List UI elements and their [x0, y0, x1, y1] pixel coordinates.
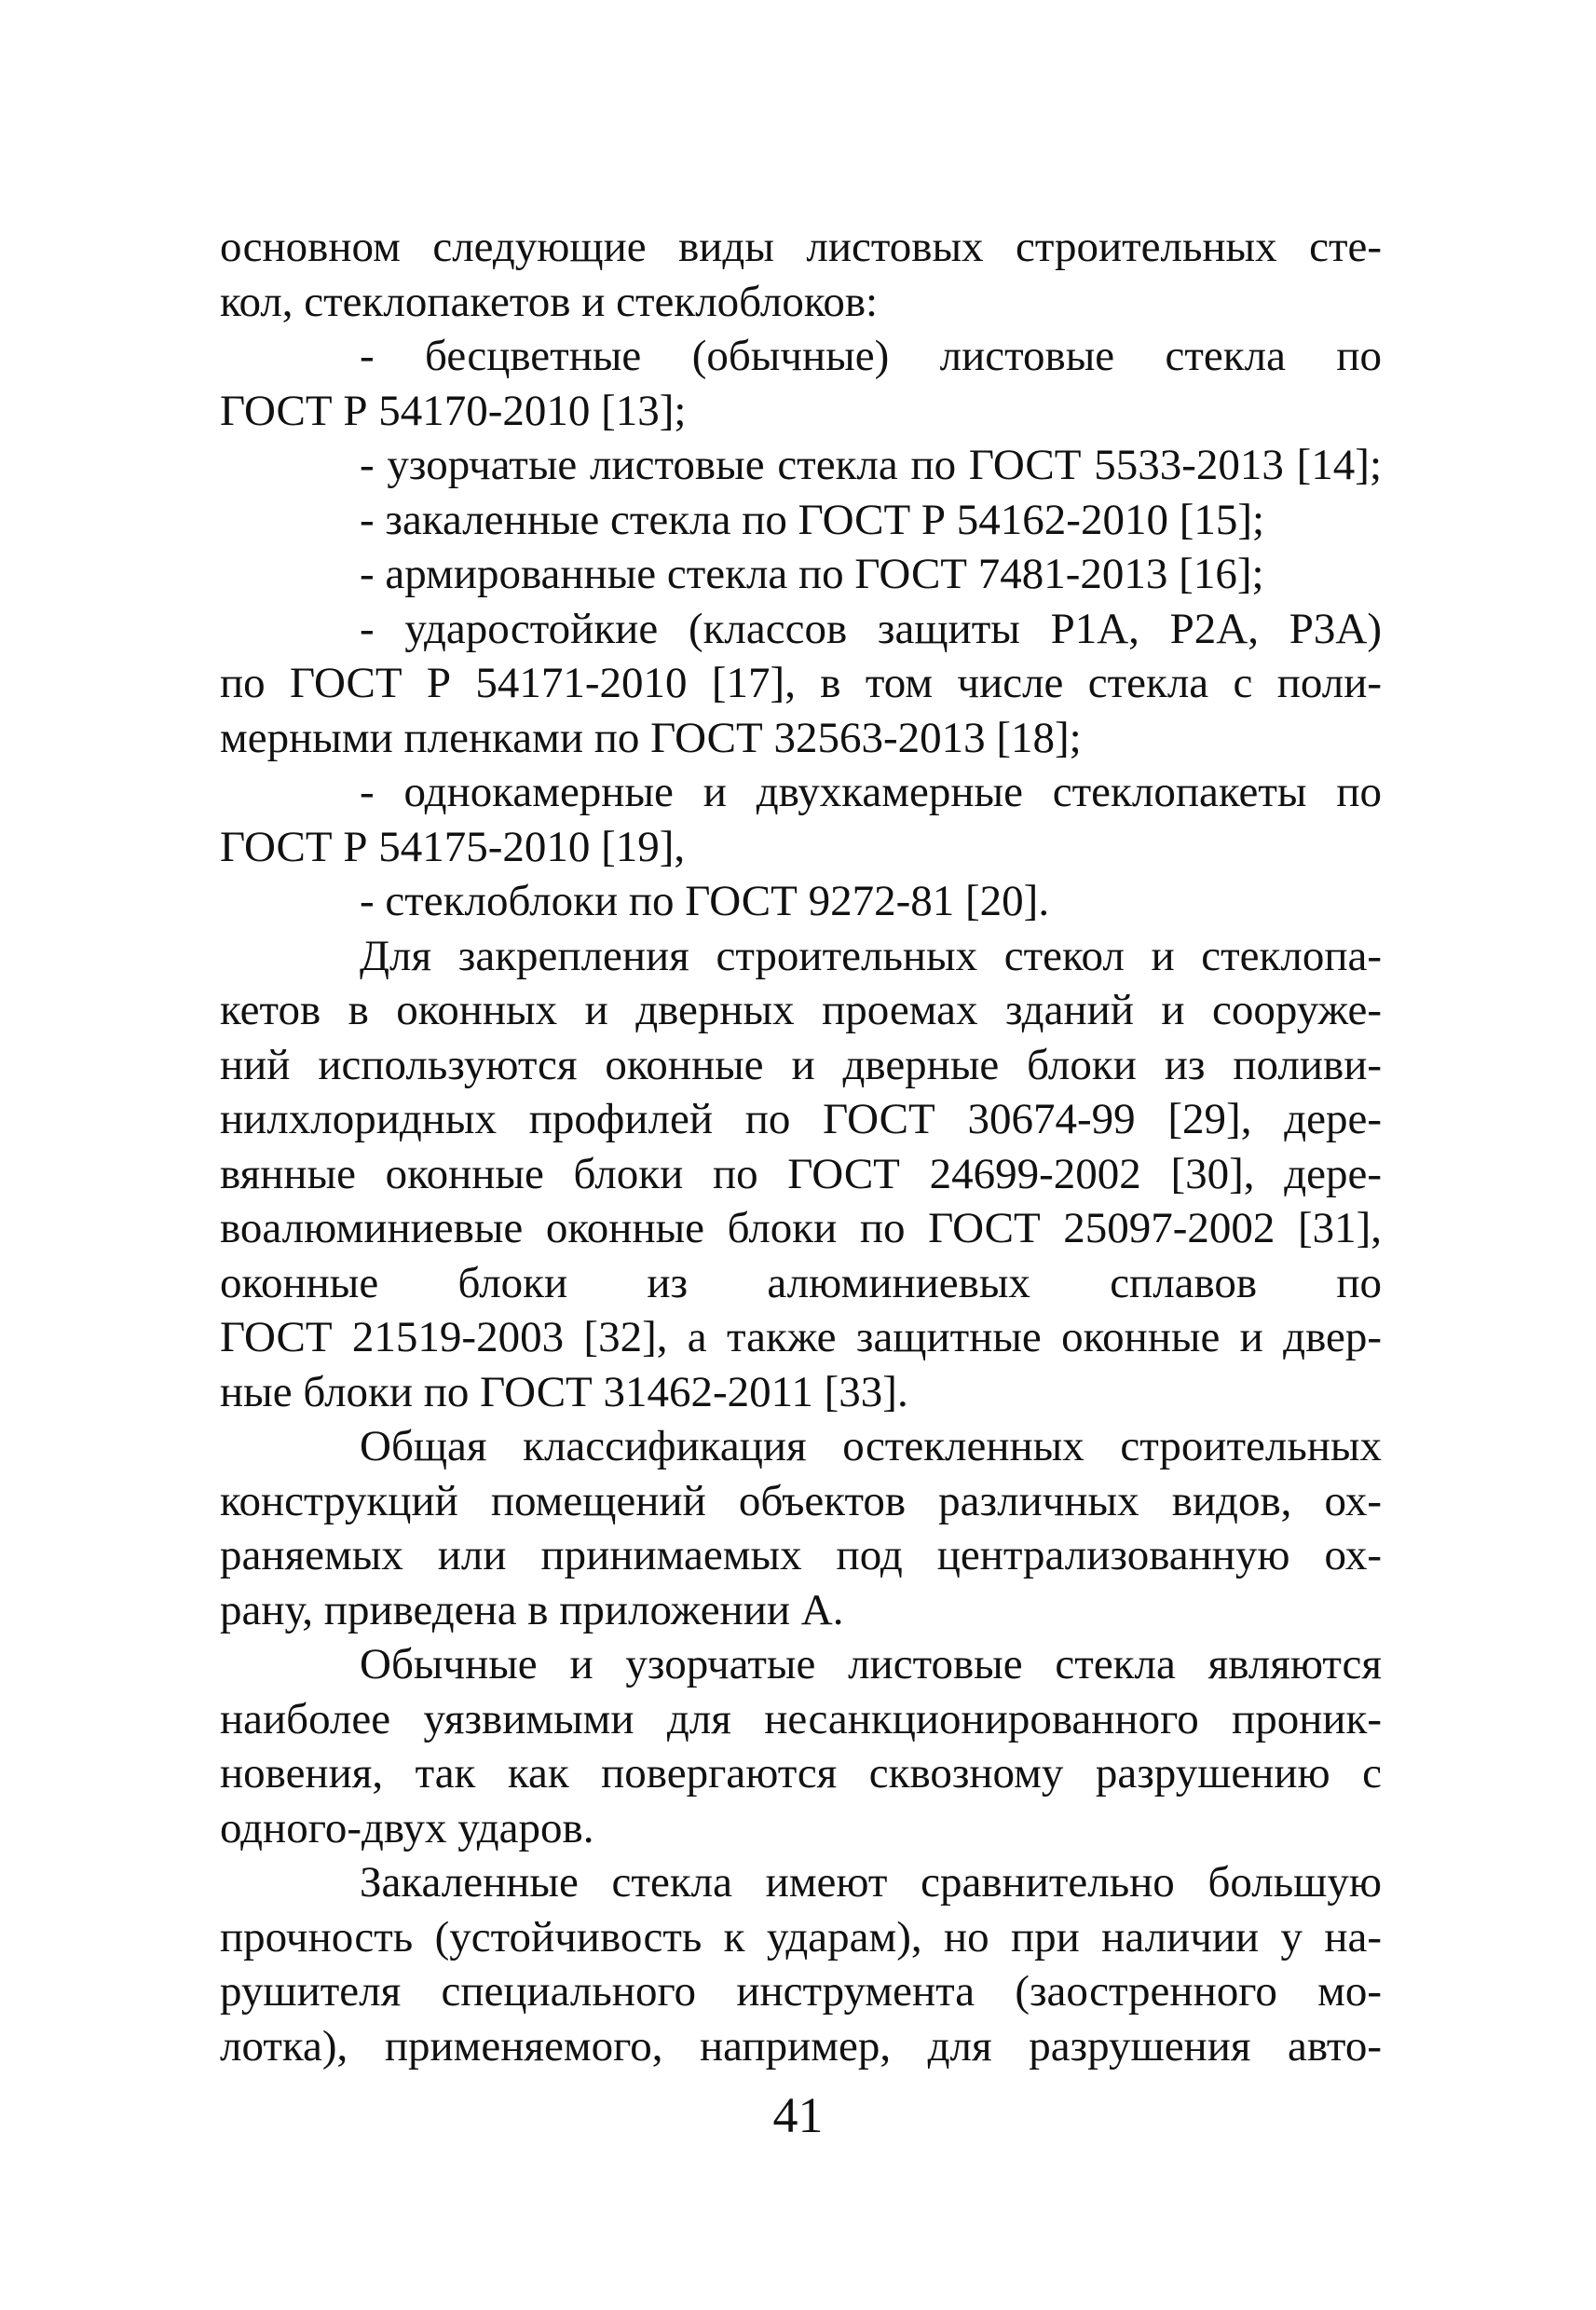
text-line: вянные оконные блоки по ГОСТ 24699-2002 [30], дере-	[220, 1149, 1382, 1198]
text-line: лотка), применяемого, например, для разрушения авто-	[220, 2021, 1382, 2071]
list-item-line: - однокамерные и двухкамерные стеклопакеты по	[360, 768, 1382, 816]
list-item-line: - армированные стекла по ГОСТ 7481-2013 [16];	[360, 550, 1264, 598]
document-body	[220, 220, 1382, 2073]
text-line: наиболее уязвимыми для несанкционированного проник-	[220, 1694, 1382, 1743]
text-line: нилхлоридных профилей по ГОСТ 30674-99 [29], дере-	[220, 1095, 1382, 1143]
text-line: кетов в оконных и дверных проемах зданий и сооруже-	[220, 986, 1382, 1034]
text-line: раняемых или принимаемых под централизованную ох-	[220, 1531, 1382, 1579]
paragraph-first-line: Закаленные стекла имеют сравнительно большую	[360, 1858, 1382, 1907]
paragraph-first-line: Общая классификация остекленных строительных	[360, 1422, 1382, 1470]
list-item-line: - узорчатые листовые стекла по ГОСТ 5533-2013 [14];	[360, 441, 1382, 489]
text-line: ГОСТ Р 54175-2010 [19],	[220, 822, 686, 871]
text-line: основном следующие виды листовых строительных сте-	[220, 223, 1382, 271]
text-line: оконные блоки из алюминиевых сплавов по	[220, 1258, 1382, 1307]
text-line: прочность (устойчивость к ударам), но при наличии у на-	[220, 1912, 1382, 1961]
text-line: мерными пленками по ГОСТ 32563-2013 [18];	[220, 713, 1082, 762]
text-line: одного-двух ударов.	[220, 1803, 594, 1852]
text-line: конструкций помещений объектов различных видов, ох-	[220, 1476, 1382, 1525]
text-line: рану, приведена в приложении А.	[220, 1585, 844, 1634]
text-line: ний используются оконные и дверные блоки из поливи-	[220, 1040, 1382, 1089]
paragraph-first-line: Обычные и узорчатые листовые стекла являются	[360, 1640, 1382, 1688]
text-line: воалюминиевые оконные блоки по ГОСТ 25097-2002 [31],	[220, 1204, 1382, 1252]
text-line: ГОСТ Р 54170-2010 [13];	[220, 386, 687, 435]
list-item-line: - ударостойкие (классов защиты Р1А, Р2А, Р3А)	[360, 604, 1382, 653]
text-line: новения, так как повергаются сквозному разрушению с	[220, 1749, 1382, 1797]
text-line: ГОСТ 21519-2003 [32], а также защитные оконные и двер-	[220, 1313, 1382, 1361]
list-item-line: - бесцветные (обычные) листовые стекла по	[360, 332, 1382, 380]
text-line: кол, стеклопакетов и стеклоблоков:	[220, 277, 879, 326]
list-item-line: - стеклоблоки по ГОСТ 9272-81 [20].	[360, 877, 1050, 925]
text-line: ные блоки по ГОСТ 31462-2011 [33].	[220, 1367, 908, 1416]
page-number: 41	[772, 2087, 824, 2143]
paragraph-first-line: Для закрепления строительных стекол и стеклопа-	[360, 931, 1382, 980]
text-line: рушителя специального инструмента (заостренного мо-	[220, 1967, 1382, 2016]
text-line: по ГОСТ Р 54171-2010 [17], в том числе стекла с поли-	[220, 659, 1382, 707]
list-item-line: - закаленные стекла по ГОСТ Р 54162-2010 [15];	[360, 495, 1265, 544]
